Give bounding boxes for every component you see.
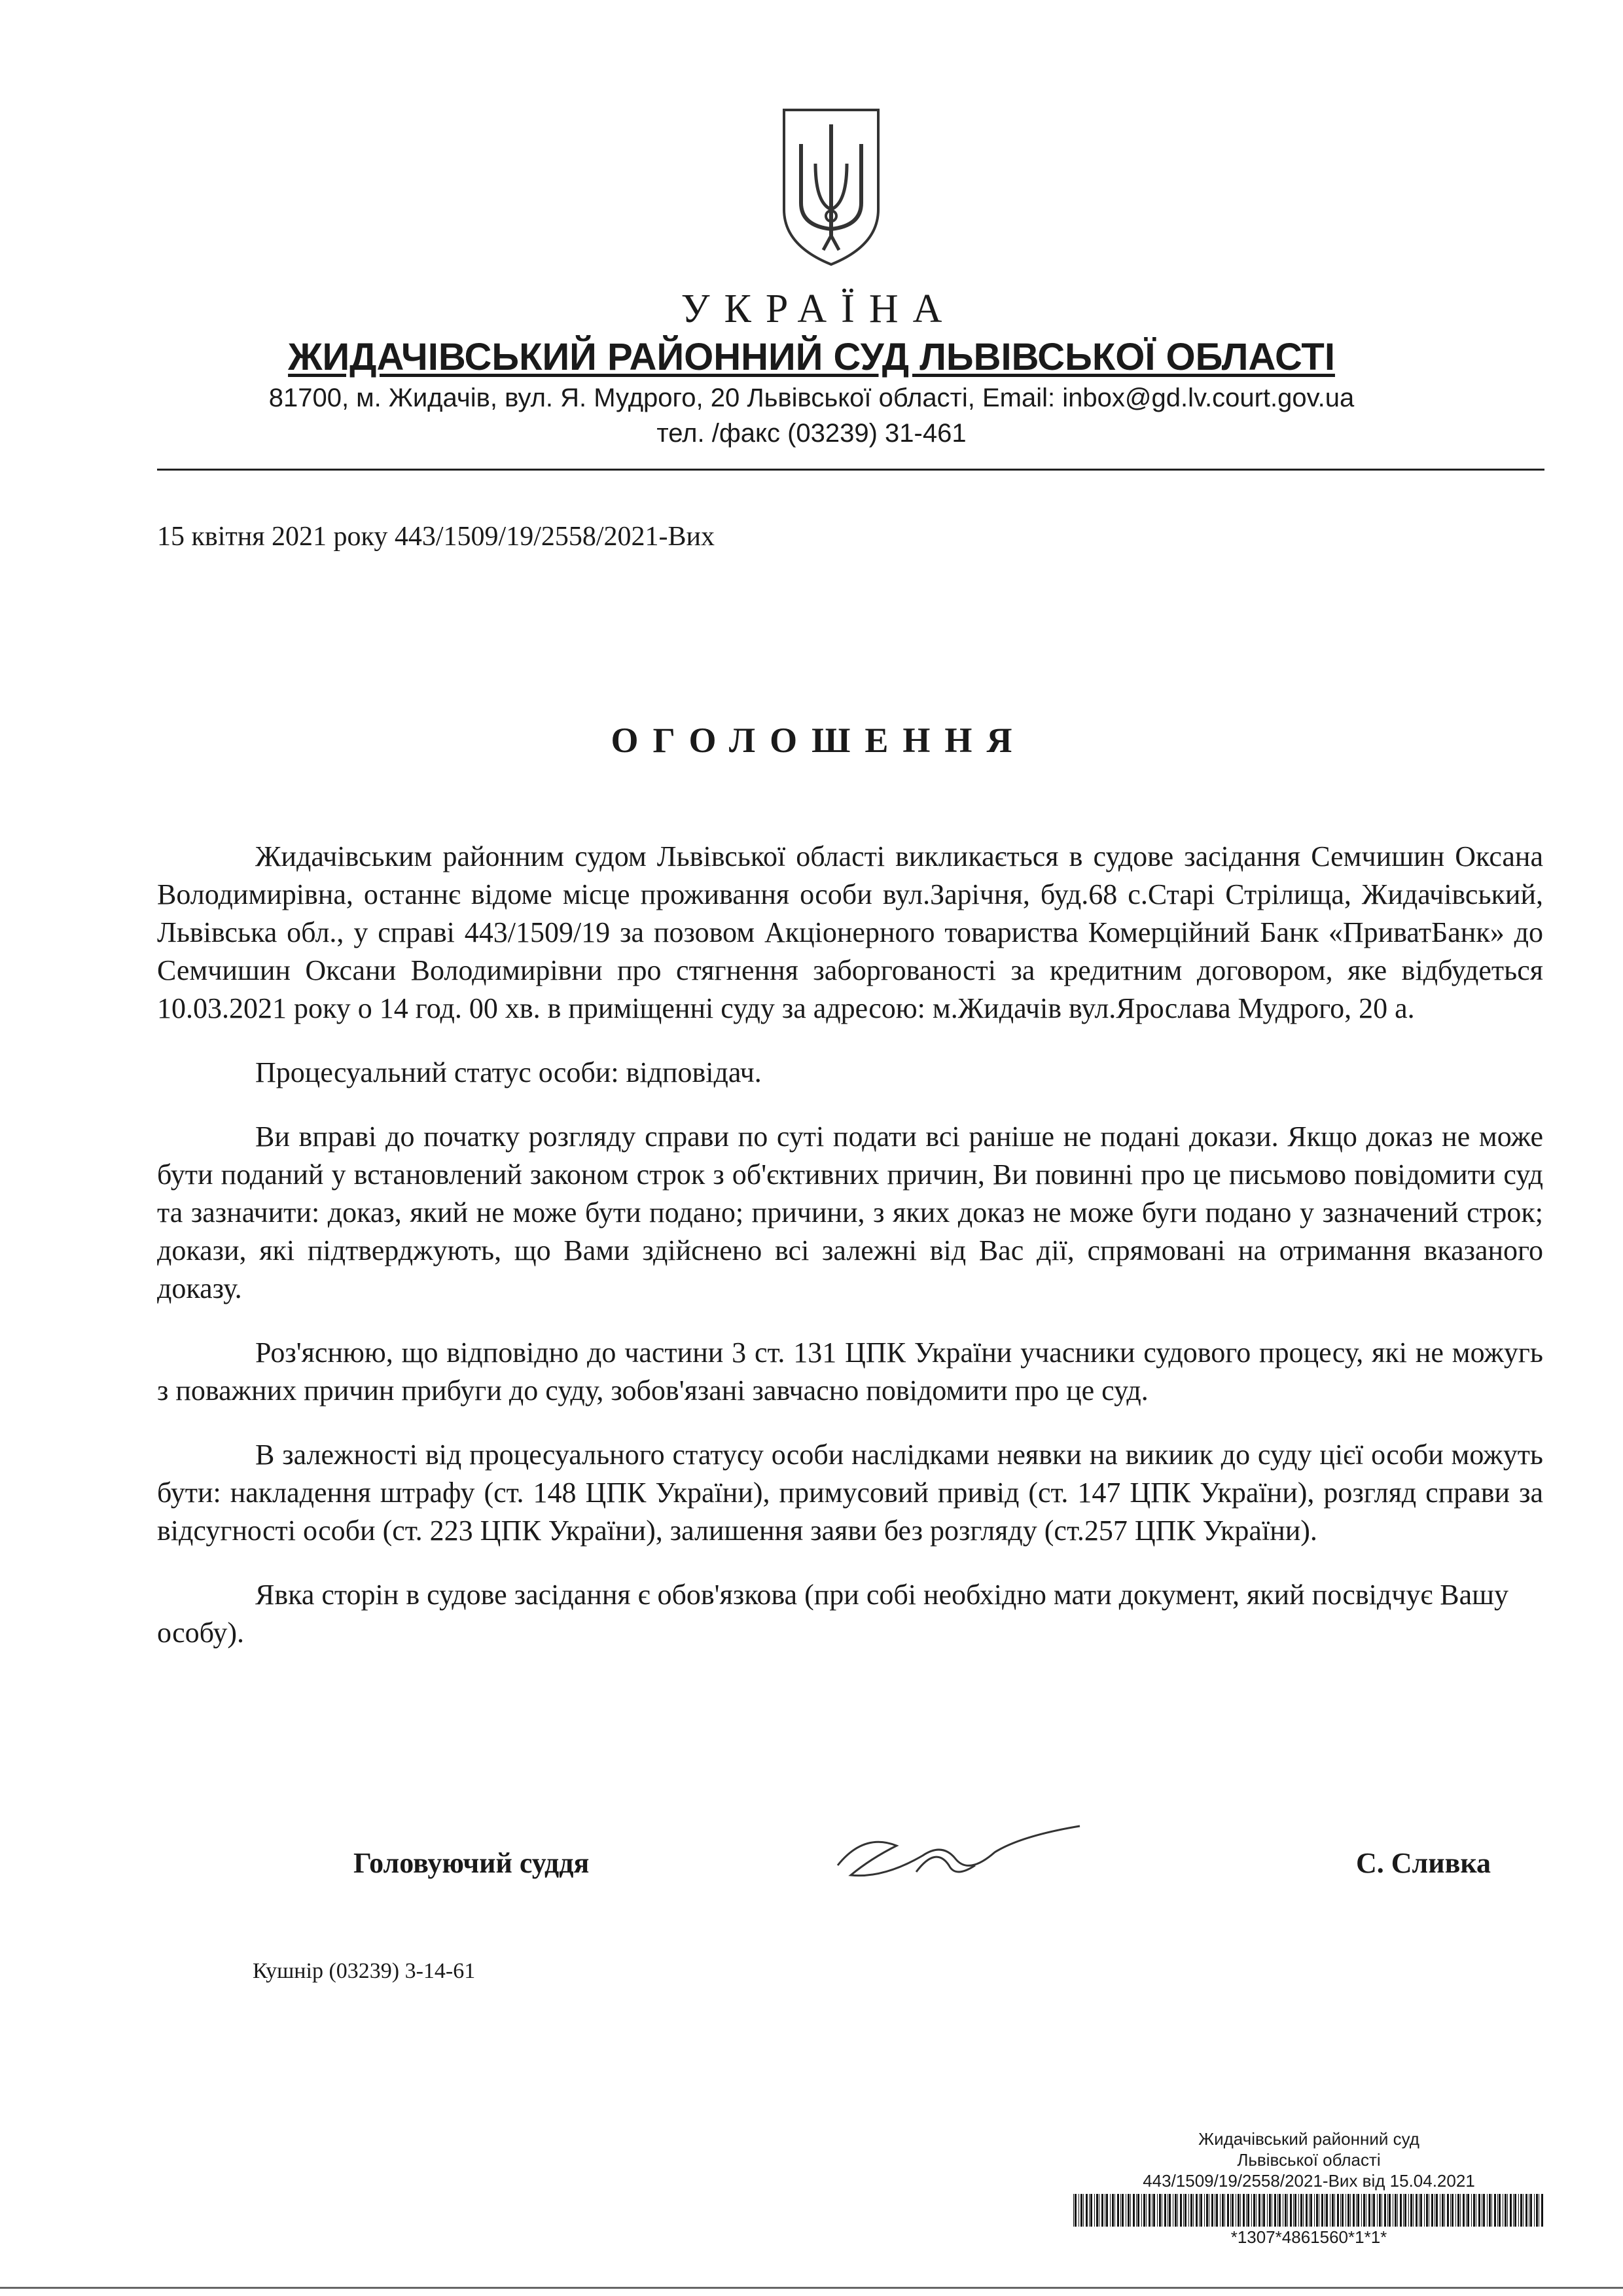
document-title: ОГОЛОШЕННЯ [611, 721, 1027, 760]
attendance-paragraph: Явка сторін в судове засідання є обов'язкова (при собі необхідно мати документ, який посвідчує Вашу особу). [157, 1579, 1509, 1649]
procedural-status-paragraph: Процесуальний статус особи: відповідач. [255, 1056, 762, 1088]
bottom-edge-line [0, 2287, 1623, 2289]
stamp-court: Жидачівський районний суд [1198, 2129, 1419, 2149]
court-phone: тел. /факс (03239) 31-461 [656, 419, 967, 448]
barcode-icon [1073, 2194, 1544, 2227]
registration-stamp [1073, 2128, 1544, 2248]
summons-paragraph: Жидачівським районним судом Львівської області викликається в судове засідання Семчишин Оксана Володимирівна, останнє відоме місце проживання особи вул.Зарічня, буд.68 с.Старі Стрілища, Жидачівський, Львівська обл., у справі 443/1509/19 за позовом Акціонерного товариства Комерційний Банк «ПриватБанк» до Семчишин Оксани Володимирівни про стягнення заборгованості за кредитним договором, яке відбудеться 10.03.2021 року о 14 год. 00 хв. в приміщенні суду за адресою: м.Жидачів вул.Ярослава Мудрого, 20 а. [157, 840, 1543, 1024]
header-divider [157, 469, 1544, 471]
executor-contact: Кушнір (03239) 3-14-61 [253, 1959, 476, 1983]
trident-coat-of-arms-icon [779, 105, 883, 268]
consequences-paragraph: В залежності від процесуального статусу особи наслідками неявки на викиик до суду цієї особи можуть бути: накладення штрафу (ст. 148 ЦПК України), примусовий привід (ст. 147 ЦПК України), розгляд справи за відсугності особи (ст. 223 ЦПК України), залишення заяви без розгляду (ст.257 ЦПК України). [157, 1439, 1543, 1547]
evidence-paragraph: Ви вправі до початку розгляду справи по суті подати всі раніше не подані докази. Якщо доказ не може бути поданий у встановлений законом строк з об'єктивних причин, Ви повинні про це письмово повідомити суд та зазначити: доказ, який не може бути подано; причини, з яких доказ не може буги подано у зазначений строк; докази, які підтверджують, що Вами здійснено всі залежні від Вас дії, спрямовані на отримання вказаного доказу. [157, 1121, 1543, 1304]
judge-name: С. Сливка [1356, 1847, 1491, 1879]
handwritten-signature-icon [825, 1820, 1086, 1892]
court-address: 81700, м. Жидачів, вул. Я. Мудрого, 20 Львівської області, Email: inbox@gd.lv.court.gov.ua [268, 384, 1355, 412]
outgoing-reference: 15 квітня 2021 року 443/1509/19/2558/2021-Вих [157, 522, 715, 552]
barcode-text: *1307*4861560*1*1* [1230, 2227, 1387, 2247]
document-body [157, 838, 1543, 1678]
judge-role: Головуючий суддя [353, 1847, 590, 1879]
stamp-region: Львівської області [1237, 2150, 1381, 2170]
country-name: УКРАЇНА [681, 287, 957, 331]
court-name: ЖИДАЧІВСЬКИЙ РАЙОННИЙ СУД ЛЬВІВСЬКОЇ ОБЛАСТІ [288, 336, 1335, 378]
stamp-reference: 443/1509/19/2558/2021-Вих від 15.04.2021 [1143, 2171, 1475, 2191]
notification-paragraph: Роз'яснюю, що відповідно до частини 3 ст. 131 ЦПК України учасники судового процесу, які не можугь з поважних причин прибуги до суду, зобов'язані завчасно повідомити про це суд. [157, 1336, 1543, 1407]
